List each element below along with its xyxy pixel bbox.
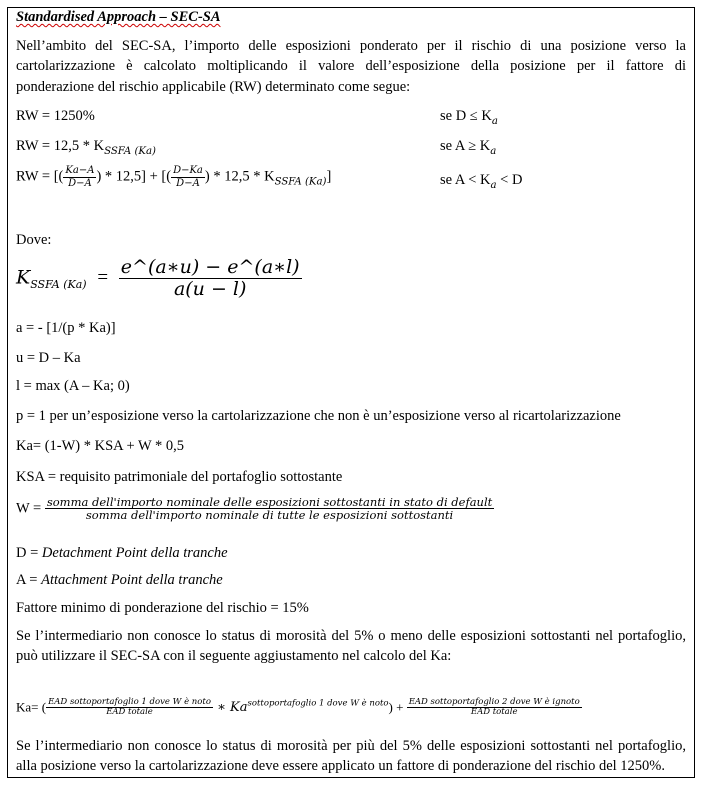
ka-adj-lhs: Ka= ( — [16, 699, 47, 715]
intro-line-1: Nell’ambito del SEC-SA, l’importo delle esposizioni ponderato per il rischio di una posizione verso la — [16, 38, 686, 54]
d-text: Detachment Point della tranche — [41, 545, 228, 561]
ka-adj-mid: ∗ Ka — [212, 700, 248, 716]
def-a: a = - [1/(p * Ka)] — [16, 320, 116, 336]
def-ksa: KSA = requisito patrimoniale del portafoglio sottostante — [16, 469, 343, 485]
ka-adj-f2-den: EAD totale — [470, 706, 518, 717]
rw3-f1-num: Ka−A — [65, 165, 95, 176]
cond2-sub: a — [490, 145, 497, 157]
rw3-f2-num: D−Ka — [173, 165, 203, 176]
ka-adj-f1-den: EAD totale — [106, 706, 153, 717]
rw-formula-2 — [16, 138, 156, 155]
cond1-sub: a — [491, 115, 498, 127]
d-label: D = — [16, 545, 42, 561]
dove-label: Dove: — [16, 232, 52, 248]
rw3-fraction-2 — [171, 166, 205, 189]
def-ka: Ka= (1-W) * KSA + W * 0,5 — [16, 438, 185, 454]
a-label: A = — [16, 572, 42, 588]
w-fraction — [45, 496, 494, 522]
rw3-c: ) * 12,5 * K — [204, 168, 275, 185]
intro-line-3: ponderazione del rischio applicabile (RW) determinato come segue: — [16, 79, 411, 95]
def-d — [16, 545, 228, 562]
rw2-sub: SSFA (Ka) — [104, 145, 156, 157]
rw-condition-3 — [440, 172, 522, 189]
w-num: somma dell'importo nominale delle esposizioni sottostanti in stato di default — [46, 495, 493, 509]
w-den: somma dell'importo nominale di tutte le esposizioni sottostanti — [85, 508, 454, 523]
def-min: Fattore minimo di ponderazione del rischio = 15% — [16, 600, 309, 616]
rw2-text: RW = 12,5 * K — [16, 138, 105, 154]
rw3-sub: SSFA (Ka) — [274, 176, 327, 188]
rw3-d: ] — [326, 168, 332, 185]
ka-adj-fraction-1 — [46, 698, 213, 717]
rw-formula-3 — [16, 166, 331, 189]
ka-adj-f1-num: EAD sottoportafoglio 1 dove W è noto — [48, 697, 211, 707]
rw3-b: ) * 12,5] + [( — [96, 168, 172, 185]
cond1-text: se D ≤ K — [440, 108, 492, 124]
rw3-f2-den: D−A — [176, 177, 200, 189]
ka-adj-f2-num: EAD sottoportafoglio 2 dove W è ignoto — [408, 697, 580, 707]
def-u: u = D – Ka — [16, 350, 81, 366]
def-l: l = max (A – Ka; 0) — [16, 378, 130, 394]
cond3-sub: a — [490, 179, 497, 191]
para3-line-1: Se l’intermediario non conosce lo status di morosità per più del 5% delle esposizioni sottostanti nel portafoglio, — [16, 738, 686, 754]
kssfa-lhs: K — [16, 266, 31, 289]
intro-line-2: cartolarizzazione è calcolato moltiplicando il valore dell’esposizione della posizione per il fattore di — [16, 58, 686, 74]
title-text: Standardised Approach – SEC-SA — [16, 9, 221, 25]
kssfa-den: a(u − l) — [173, 277, 247, 300]
kssfa-formula — [16, 258, 302, 300]
ka-adj-close: ) + — [388, 699, 407, 715]
kssfa-lhs-sub: SSFA (Ka) — [30, 278, 87, 292]
kssfa-fraction — [119, 258, 302, 300]
rw3-f1-den: D−A — [68, 177, 92, 189]
def-p: p = 1 per un’esposizione verso la cartolarizzazione che non è un’esposizione verso al ricartolarizzazione — [16, 408, 621, 424]
ka-adj-sup: sottoportafoglio 1 dove W è noto — [247, 698, 389, 709]
cond3-text: se A < K — [440, 172, 491, 188]
para3-line-2: alla posizione verso la cartolarizzazione deve essere applicato un fattore di ponderazione del rischio del 1250%. — [16, 758, 666, 774]
document-title — [16, 9, 221, 26]
cond3-tail: < D — [496, 172, 523, 188]
cond2-text: se A ≥ K — [440, 138, 491, 154]
rw3-a: RW = [( — [16, 168, 64, 185]
para2-line-2: può utilizzare il SEC-SA con il seguente aggiustamento nel calcolo del Ka: — [16, 648, 452, 664]
ka-adj-fraction-2 — [407, 698, 582, 717]
w-lhs: W = — [16, 500, 42, 517]
para2-line-1: Se l’intermediario non conosce lo status di morosità del 5% o meno delle esposizioni sottostanti nel portafoglio, — [16, 628, 686, 644]
def-w — [16, 496, 494, 522]
ka-adjustment-formula — [16, 698, 582, 717]
kssfa-equals: = — [97, 267, 109, 289]
rw3-fraction-1 — [63, 166, 96, 189]
kssfa-num: e^(a∗u) − e^(a∗l) — [120, 256, 300, 278]
rw-condition-2 — [440, 138, 496, 155]
rw-formula-1: RW = 1250% — [16, 108, 95, 124]
rw-condition-1 — [440, 108, 498, 125]
def-a-point — [16, 572, 223, 589]
a-text: Attachment Point della tranche — [41, 572, 223, 588]
